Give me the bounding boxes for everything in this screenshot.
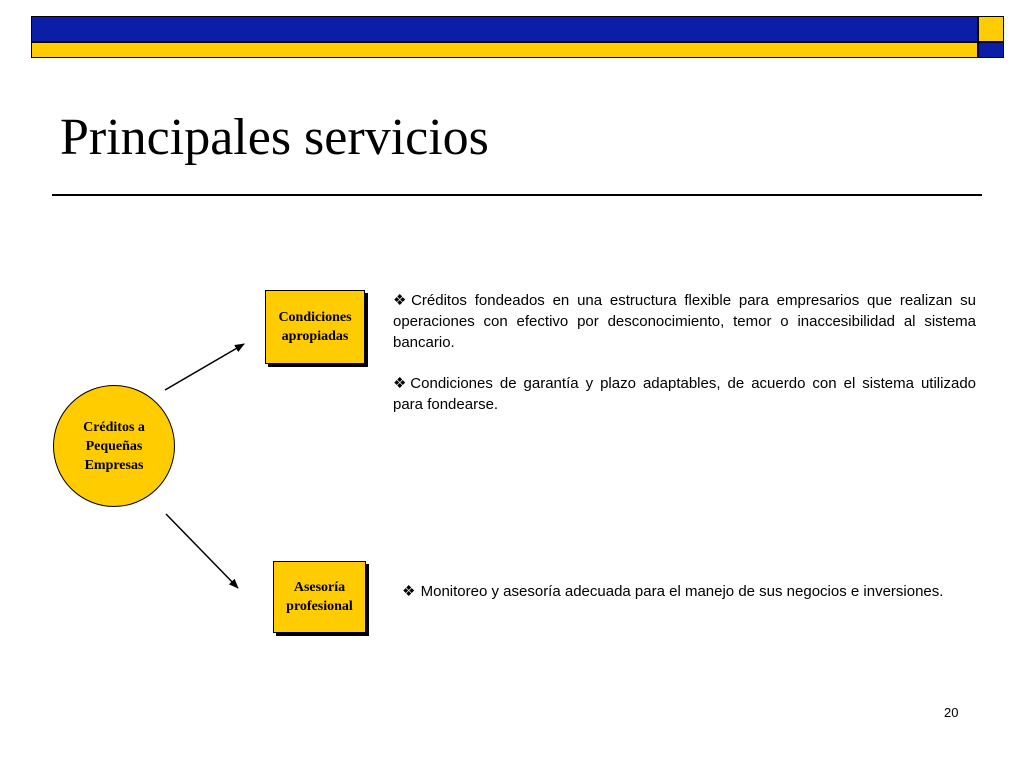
diamond-bullet-icon: ❖ [393,292,411,309]
condiciones-bullet-1 [393,290,976,353]
bullet-text: Monitoreo y asesoría adecuada para el manejo de sus negocios e inversiones. [420,583,944,600]
bullet-text: Condiciones de garantía y plazo adaptables, de acuerdo con el sistema utilizado para fondearse. [393,375,976,413]
arrow-to-condiciones [165,344,244,390]
center-circle-node: Créditos a Pequeñas Empresas [53,385,175,507]
diamond-bullet-icon: ❖ [393,375,410,392]
arrow-to-asesoria [166,514,238,588]
slide-title: Principales servicios [60,109,489,166]
bullet-text: Créditos fondeados en una estructura flexible para empresarios que realizan su operaciones con efectivo por desconocimiento, temor o inaccesibilidad al sistema bancario. [393,292,976,351]
page-number: 20 [944,705,959,720]
condiciones-bullet-2 [393,373,976,415]
diamond-bullet-icon: ❖ [402,583,416,600]
condiciones-box: Condiciones apropiadas [265,290,365,364]
asesoria-bullet-1 [402,581,985,602]
asesoria-box: Asesoría profesional [273,561,366,633]
